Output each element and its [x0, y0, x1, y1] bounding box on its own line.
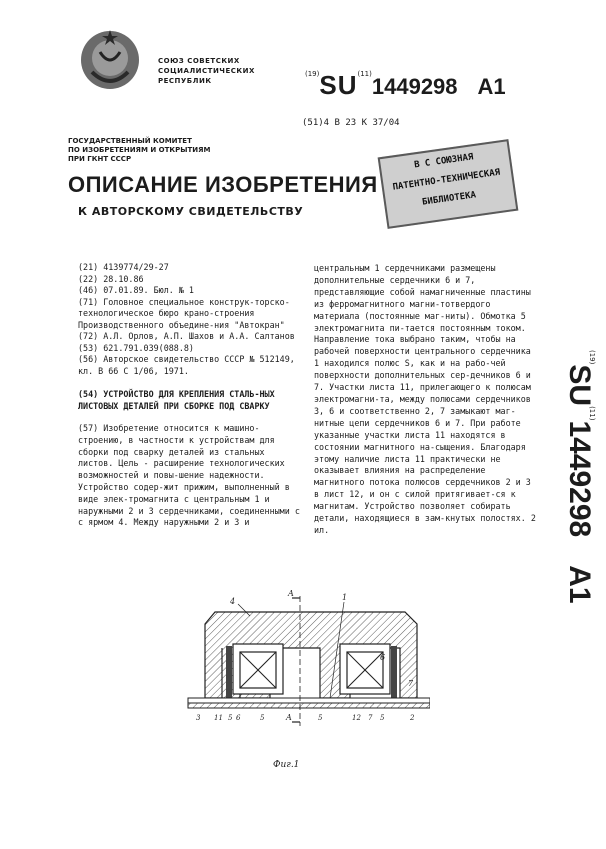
publication-number	[305, 70, 506, 101]
org-line-1: СОЮЗ СОВЕТСКИХ	[158, 57, 240, 65]
ussr-emblem-icon	[78, 28, 142, 92]
biblio-72: (72) А.Л. Орлов, А.П. Шахов и А.А. Салтанов	[78, 331, 295, 341]
fig-label-5-c: 5	[318, 714, 323, 722]
pub-number: 1449298	[371, 74, 458, 99]
abstract-right: центральным 1 сердечниками размещены дополнительные сердечники 6 и 7, представляющие собой намагниченные пластины из ферромагнитного магни-тотвердого материала (постоянные маг-ниты). Обмотка 5 электромагнита пи-тается постоянным током. Направление тока выбрано таким, чтобы на рабочей поверхности центрального сердечника 1 находился полюс S, как и на рабо-чей поверхности дополнительных сер-дечников 6 и 7. Участки листа 11, прилегающего к полюсам электромагни-та, между полюсами сердечников 3, 6 и соответственно 2, 7 замыкают маг-нитные цепи сердечников 6 и 7. При работе указанные участки листа 11 находятся в состоянии магнитного на-сыщения. Благодаря этому наличие листа 11 практически не оказывает влияния на распределение магнитного потока полюсов сердечников 2 и 3 в лист 12, и он с силой притягивает-ся к магнитам. Устройство позволяет собирать детали, находящиеся в зам-кнутых полостях. 2 ил.	[314, 263, 541, 535]
fig-label-7: 7	[368, 714, 373, 722]
fig-label-7-right: 7	[408, 679, 414, 688]
committee-block	[68, 137, 210, 164]
document-subtitle: К АВТОРСКОМУ СВИДЕТЕЛЬСТВУ	[78, 205, 304, 218]
fig-label-5-a: 5	[228, 714, 233, 722]
fig-label-11: 11	[214, 714, 223, 722]
vertical-publication-mark	[548, 350, 598, 690]
fig-label-2: 2	[410, 714, 415, 722]
fig-label-1: 1	[342, 593, 348, 602]
stamp-line-3: БИБЛИОТЕКА	[421, 190, 477, 208]
org-line-3: РЕСПУБЛИК	[158, 77, 212, 85]
pub-num-prefix: (11)	[357, 70, 372, 78]
fig-label-a-bottom: A	[286, 713, 292, 722]
biblio-46: (46) 07.01.89. Бюл. № 1	[78, 285, 194, 295]
fig-label-5-b: 5	[260, 714, 265, 722]
biblio-56: (56) Авторское свидетельство СССР № 512149, кл. В 66 С 1/06, 1971.	[78, 354, 300, 376]
committee-line-3: ПРИ ГКНТ СССР	[68, 155, 132, 163]
pub-prefix: (19)	[305, 70, 320, 78]
stamp-line-1: В С СОЮЗНАЯ	[413, 152, 475, 171]
library-stamp	[378, 139, 519, 229]
pub-country: SU	[319, 70, 358, 100]
biblio-71: (71) Головное специальное конструк-торско-технологическое бюро крано-строения Производственного объедине-ния "Автокран"	[78, 296, 290, 330]
fig-label-4: 4	[230, 597, 236, 606]
biblio-21: (21) 4139774/29-27	[78, 262, 169, 272]
fig-label-a-top: A	[288, 589, 294, 598]
document-title: ОПИСАНИЕ ИЗОБРЕТЕНИЯ	[68, 172, 378, 197]
committee-line-1: ГОСУДАРСТВЕННЫЙ КОМИТЕТ	[68, 137, 192, 145]
fig-label-3: 3	[196, 714, 201, 722]
vmark-country: SU	[563, 364, 596, 407]
organization-block	[158, 56, 255, 86]
device-drawing	[180, 586, 430, 756]
committee-line-2: ПО ИЗОБРЕТЕНИЯМ И ОТКРЫТИЯМ	[68, 146, 211, 154]
figure-caption: Фиг.1	[273, 760, 300, 770]
fig-label-12: 12	[352, 714, 361, 722]
fig-label-5-d: 5	[380, 714, 385, 722]
biblio-53: (53) 621.791.039(088.8)	[78, 342, 194, 353]
invention-title: (54) УСТРОЙСТВО ДЛЯ КРЕПЛЕНИЯ СТАЛЬ-НЫХ ЛИСТОВЫХ ДЕТАЛЕЙ ПРИ СБОРКЕ ПОД СВАРКУ	[78, 389, 280, 411]
bibliographic-data	[78, 262, 303, 377]
fig-label-6-right: 6	[380, 653, 386, 662]
vmark-num-prefix: (11)	[588, 406, 596, 421]
org-line-2: СОЦИАЛИСТИЧЕСКИХ	[158, 67, 255, 75]
ipc-class: (51)4 B 23 K 37/04	[302, 118, 400, 128]
biblio-22: (22) 28.10.86	[78, 273, 144, 284]
fig-label-6: 6	[236, 714, 241, 722]
vmark-prefix: (19)	[588, 350, 596, 365]
abstract-left: (57) Изобретение относится к машино-строению, в частности к устройствам для сборки под сварку деталей из стальных листов. Цель - расширение технологических возможностей и повы-шение надежности. Устройство содер-жит прижим, выполненный в виде элек-тромагнита с центральным 1 и наружными 2 и 3 сердечниками, соединенными с с ярмом 4. Между наружными 2 и 3 и	[78, 423, 305, 528]
vmark-number: 1449298	[563, 420, 596, 538]
vmark-kind: A1	[563, 565, 596, 604]
stamp-line-2: ПАТЕНТНО-ТЕХНИЧЕСКАЯ	[392, 167, 501, 193]
pub-kind: A1	[477, 74, 506, 99]
